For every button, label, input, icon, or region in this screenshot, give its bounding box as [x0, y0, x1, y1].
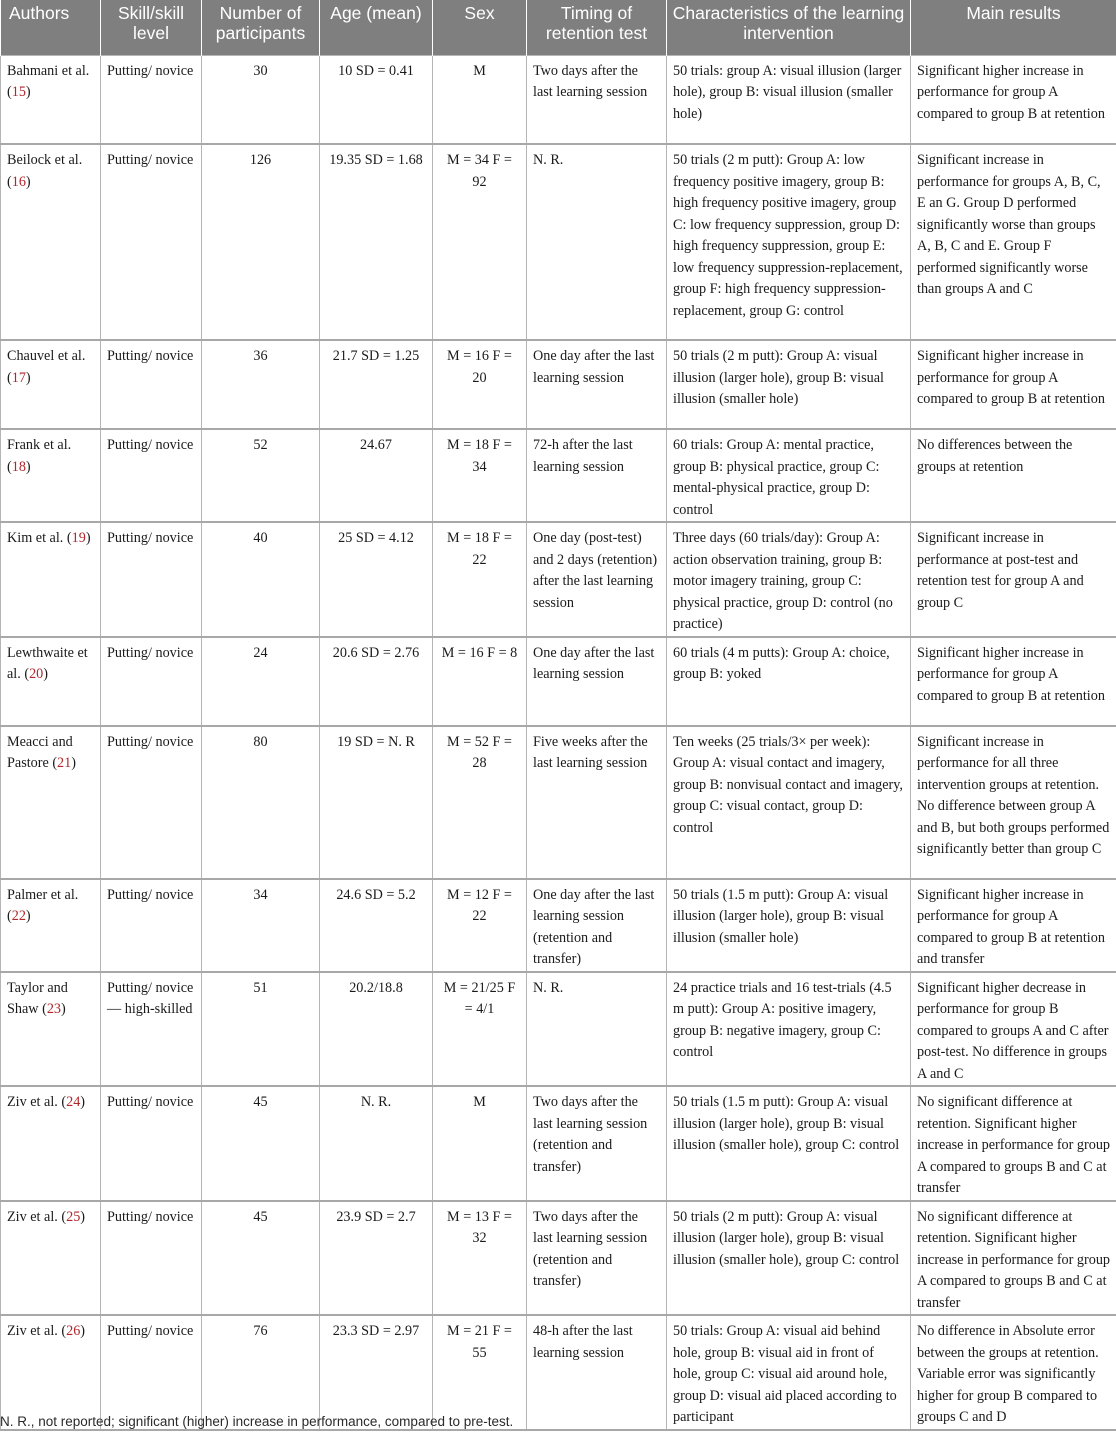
sex-cell: M [433, 1086, 527, 1201]
sex-cell: M = 34 F = 92 [433, 144, 527, 340]
header-cell: Age (mean) [320, 0, 433, 55]
results-cell: Significant higher increase in performance for group A compared to group B at retention [911, 340, 1116, 429]
table-row [1, 637, 1116, 726]
participants-cell: 52 [202, 429, 320, 522]
results-cell: Significant increase in performance at post-test and retention test for group A and group C [911, 522, 1116, 637]
timing-cell: N. R. [527, 144, 667, 340]
results-cell: No significant difference at retention. Significant higher increase in performance for group A compared to groups B and C at transfer [911, 1086, 1116, 1201]
results-cell: Significant higher increase in performance for group A compared to group B at retention [911, 637, 1116, 726]
age-cell: 19 SD = N. R [320, 726, 433, 879]
reference-link[interactable]: 24 [66, 1094, 81, 1110]
skill-cell: Putting/ novice [101, 1201, 202, 1316]
participants-cell: 34 [202, 879, 320, 972]
authors-cell [1, 1201, 101, 1316]
sex-cell: M [433, 55, 527, 144]
authors-text-end: ) [80, 1094, 86, 1110]
authors-text-end: ) [80, 1208, 86, 1225]
table-footnote: N. R., not reported; significant (higher) increase in performance, compared to pre-test. [0, 1414, 514, 1429]
intervention-cell: 50 trials (1.5 m putt): Group A: visual illusion (larger hole), group B: visual illusion (smaller hole) [667, 879, 911, 972]
authors-cell [1, 340, 101, 429]
authors-cell [1, 1315, 101, 1430]
participants-cell: 36 [202, 340, 320, 429]
results-cell: No significant difference at retention. Significant higher increase in performance for group A compared to groups B and C at transfer [911, 1201, 1116, 1316]
authors-text: Frank et al. ( [7, 437, 72, 475]
header-cell: Skill/skill level [101, 0, 202, 55]
skill-cell: Putting/ novice [101, 726, 202, 879]
participants-cell: 30 [202, 55, 320, 144]
skill-cell: Putting/ novice [101, 522, 202, 637]
reference-link[interactable]: 25 [66, 1208, 81, 1225]
intervention-cell: 50 trials (2 m putt): Group A: visual illusion (larger hole), group B: visual illusion (smaller hole) [667, 340, 911, 429]
participants-cell: 126 [202, 144, 320, 340]
table-row [1, 340, 1116, 429]
authors-text: Ziv et al. ( [7, 1323, 67, 1339]
participants-cell: 51 [202, 972, 320, 1087]
timing-cell: One day (post-test) and 2 days (retention) after the last learning session [527, 522, 667, 637]
age-cell: 20.2/18.8 [320, 972, 433, 1087]
authors-text-end: ) [80, 1323, 86, 1339]
authors-cell [1, 637, 101, 726]
timing-cell: Two days after the last learning session [527, 55, 667, 144]
table-row [1, 429, 1116, 522]
skill-cell: Putting/ novice [101, 1315, 202, 1430]
reference-link[interactable]: 16 [11, 173, 26, 190]
table-row [1, 1201, 1116, 1316]
authors-text: Bahmani et al. ( [7, 62, 90, 100]
authors-text: Beilock et al. ( [7, 152, 83, 190]
authors-text: Lewthwaite et al. ( [7, 644, 88, 682]
authors-text: Ziv et al. ( [7, 1094, 67, 1110]
authors-text-end: ) [71, 755, 76, 771]
timing-cell: One day after the last learning session (retention and transfer) [527, 879, 667, 972]
timing-cell: One day after the last learning session [527, 340, 667, 429]
skill-cell: Putting/ novice [101, 429, 202, 522]
intervention-cell: 50 trials: group A: visual illusion (larger hole), group B: visual illusion (smaller hole) [667, 55, 911, 144]
authors-text-end: ) [25, 908, 31, 924]
timing-cell: 48-h after the last learning session [527, 1315, 667, 1430]
header-cell: Main results [911, 0, 1116, 55]
timing-cell: Two days after the last learning session (retention and transfer) [527, 1201, 667, 1316]
age-cell: 24.67 [320, 429, 433, 522]
authors-text-end: ) [85, 530, 91, 546]
age-cell: 20.6 SD = 2.76 [320, 637, 433, 726]
results-cell: Significant increase in performance for all three intervention groups at retention. No difference between group A and B, but both groups performed significantly better than group C [911, 726, 1116, 879]
sex-cell: M = 16 F = 20 [433, 340, 527, 429]
reference-link[interactable]: 26 [66, 1323, 81, 1339]
reference-link[interactable]: 15 [11, 84, 26, 100]
authors-text: Kim et al. ( [7, 530, 72, 546]
table-row [1, 1315, 1116, 1430]
sex-cell: M = 16 F = 8 [433, 637, 527, 726]
authors-cell [1, 726, 101, 879]
age-cell: 21.7 SD = 1.25 [320, 340, 433, 429]
results-cell: Significant increase in performance for groups A, B, C, E an G. Group D performed significantly worse than groups A, B, C and E. Group F performed significantly worse than groups A and C [911, 144, 1116, 340]
reference-link[interactable]: 22 [11, 908, 26, 924]
participants-cell: 45 [202, 1201, 320, 1316]
header-cell: Characteristics of the learning intervention [667, 0, 911, 55]
authors-text: Meacci and Pastore ( [7, 733, 73, 771]
participants-cell: 40 [202, 522, 320, 637]
reference-link[interactable]: 20 [29, 666, 44, 682]
authors-text-end: ) [61, 1001, 66, 1017]
table-row [1, 55, 1116, 144]
authors-cell [1, 1086, 101, 1201]
sex-cell: M = 12 F = 22 [433, 879, 527, 972]
timing-cell: One day after the last learning session [527, 637, 667, 726]
sex-cell: M = 18 F = 34 [433, 429, 527, 522]
authors-text: Taylor and Shaw ( [7, 979, 68, 1017]
authors-cell [1, 972, 101, 1087]
authors-text: Chauvel et al. ( [7, 348, 86, 386]
timing-cell: 72-h after the last learning session [527, 429, 667, 522]
intervention-cell: Ten weeks (25 trials/3× per week): Group A: visual contact and imagery, group B: nonvisual contact and imagery, group C: visual contact, group D: control [667, 726, 911, 879]
participants-cell: 76 [202, 1315, 320, 1430]
intervention-cell: 50 trials: Group A: visual aid behind hole, group B: visual aid in front of hole, group C: visual aid around hole, group D: visual aid placed according to participant [667, 1315, 911, 1430]
sex-cell: M = 52 F = 28 [433, 726, 527, 879]
intervention-cell: 60 trials: Group A: mental practice, group B: physical practice, group C: mental-physical practice, group D: control [667, 429, 911, 522]
authors-text: Ziv et al. ( [7, 1208, 67, 1225]
results-cell: Significant higher decrease in performance for group B compared to groups A and C after post-test. No difference in groups A and C [911, 972, 1116, 1087]
reference-link[interactable]: 21 [57, 755, 72, 771]
intervention-cell: 50 trials (2 m putt): Group A: low frequency positive imagery, group B: high frequency positive imagery, group C: low frequency suppression, group D: high frequency suppression, group E: low frequency suppression-replacement, group F: high frequency suppression-replacement, group G: control [667, 144, 911, 340]
authors-cell [1, 144, 101, 340]
skill-cell: Putting/ novice— high-skilled [101, 972, 202, 1087]
results-cell: No differences between the groups at retention [911, 429, 1116, 522]
header-cell: Sex [433, 0, 527, 55]
authors-text-end: ) [43, 666, 48, 682]
skill-cell: Putting/ novice [101, 55, 202, 144]
intervention-cell: 60 trials (4 m putts): Group A: choice, group B: yoked [667, 637, 911, 726]
authors-text-end: ) [25, 173, 31, 190]
results-cell: No difference in Absolute error between the groups at retention. Variable error was significantly higher for group B compared to groups C and D [911, 1315, 1116, 1430]
authors-cell [1, 429, 101, 522]
reference-link[interactable]: 19 [71, 530, 86, 546]
table-row [1, 972, 1116, 1087]
table-row [1, 726, 1116, 879]
reference-link[interactable]: 23 [46, 1001, 61, 1017]
age-cell: 23.3 SD = 2.97 [320, 1315, 433, 1430]
skill-cell: Putting/ novice [101, 340, 202, 429]
authors-cell [1, 879, 101, 972]
sex-cell: M = 21 F = 55 [433, 1315, 527, 1430]
skill-cell: Putting/ novice [101, 879, 202, 972]
authors-cell [1, 522, 101, 637]
authors-text: Palmer et al. ( [7, 886, 79, 924]
age-cell: 25 SD = 4.12 [320, 522, 433, 637]
participants-cell: 24 [202, 637, 320, 726]
timing-cell: N. R. [527, 972, 667, 1087]
authors-text-end: ) [25, 84, 31, 100]
results-cell: Significant higher increase in performance for group A compared to group B at retention and transfer [911, 879, 1116, 972]
table-row [1, 144, 1116, 340]
header-cell: Timing of retention test [527, 0, 667, 55]
table-row [1, 1086, 1116, 1201]
timing-cell: Two days after the last learning session (retention and transfer) [527, 1086, 667, 1201]
timing-cell: Five weeks after the last learning session [527, 726, 667, 879]
header-cell: Number of participants [202, 0, 320, 55]
skill-cell: Putting/ novice [101, 1086, 202, 1201]
intervention-cell: Three days (60 trials/day): Group A: action observation training, group B: motor imagery training, group C: physical practice, group D: control (no practice) [667, 522, 911, 637]
participants-cell: 80 [202, 726, 320, 879]
authors-cell [1, 55, 101, 144]
skill-cell: Putting/ novice [101, 144, 202, 340]
table-row [1, 522, 1116, 637]
sex-cell: M = 21/25 F = 4/1 [433, 972, 527, 1087]
table-row [1, 879, 1116, 972]
age-cell: 19.35 SD = 1.68 [320, 144, 433, 340]
authors-text-end: ) [25, 458, 31, 475]
intervention-cell: 24 practice trials and 16 test-trials (4.5 m putt): Group A: positive imagery, group B: negative imagery, group C: control [667, 972, 911, 1087]
results-cell: Significant higher increase in performance for group A compared to group B at retention [911, 55, 1116, 144]
age-cell: 24.6 SD = 5.2 [320, 879, 433, 972]
intervention-cell: 50 trials (1.5 m putt): Group A: visual illusion (larger hole), group B: visual illusion (smaller hole), group C: control [667, 1086, 911, 1201]
authors-text-end: ) [25, 369, 31, 386]
age-cell: 10 SD = 0.41 [320, 55, 433, 144]
skill-cell: Putting/ novice [101, 637, 202, 726]
reference-link[interactable]: 17 [11, 369, 26, 386]
header-row [1, 0, 1116, 55]
header-cell: Authors [1, 0, 101, 55]
age-cell: 23.9 SD = 2.7 [320, 1201, 433, 1316]
sex-cell: M = 18 F = 22 [433, 522, 527, 637]
reference-link[interactable]: 18 [11, 458, 26, 475]
participants-cell: 45 [202, 1086, 320, 1201]
age-cell: N. R. [320, 1086, 433, 1201]
intervention-cell: 50 trials (2 m putt): Group A: visual illusion (larger hole), group B: visual illusion (smaller hole), group C: control [667, 1201, 911, 1316]
sex-cell: M = 13 F = 32 [433, 1201, 527, 1316]
